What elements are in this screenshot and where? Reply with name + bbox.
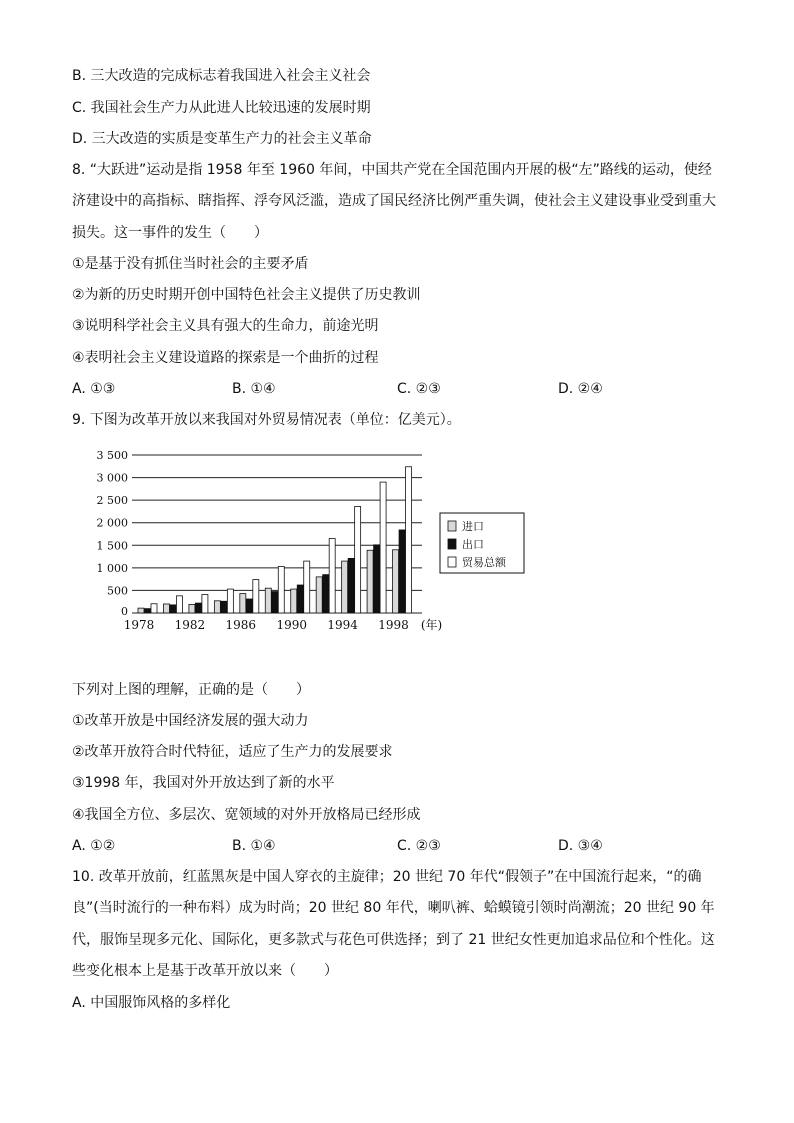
chart-x-axis: [124, 617, 443, 632]
q8-option-c: C. ②③: [397, 381, 441, 397]
bar-1980-出口: [170, 605, 176, 613]
y-tick-label: 0: [121, 605, 128, 618]
bar-1980-贸易总额: [176, 596, 182, 613]
bar-1998-出口: [399, 530, 405, 613]
bar-1982-贸易总额: [202, 594, 208, 613]
bar-1998-进口: [393, 550, 399, 613]
y-tick-label: 1 000: [96, 561, 128, 575]
bar-1994-贸易总额: [355, 506, 361, 613]
chart-bars: [138, 467, 412, 613]
bar-1978-进口: [138, 608, 144, 613]
bar-1978-出口: [145, 609, 151, 613]
q9-option-d: D. ③④: [558, 838, 603, 854]
bar-1980-进口: [163, 604, 169, 613]
y-tick-label: 1 500: [96, 539, 128, 553]
q10-stem-line4: 些变化根本上是基于改革开放以来（ ）: [72, 963, 338, 979]
y-tick-label: 3 500: [96, 449, 128, 462]
chart-legend: [440, 513, 524, 573]
x-tick-label: 1978: [123, 618, 155, 632]
bar-1996-出口: [374, 545, 380, 613]
y-tick-label: 2 000: [96, 516, 128, 530]
q9-option-a: A. ①②: [72, 838, 116, 854]
y-tick-label: 2 500: [96, 494, 128, 508]
q8-stem-line1: 8. “大跃进”运动是指 1958 年至 1960 年间，中国共产党在全国范围内开展的极“左”路线的运动，使经: [72, 162, 712, 178]
legend-swatch-进口: [448, 521, 456, 531]
bar-1990-出口: [297, 585, 303, 613]
bar-1990-贸易总额: [304, 561, 310, 613]
q10-stem-line2: 良”(当时流行的一种布料）成为时尚；20 世纪 80 年代，喇叭裤、蛤蟆镜引领时尚潮流；20 世纪 90 年: [72, 900, 715, 916]
legend-swatch-贸易总额: [448, 557, 456, 567]
q8-stem-line2: 济建设中的高指标、瞎指挥、浮夸风泛滥，造成了国民经济比例严重失调，使社会主义建设事业受到重大: [72, 193, 716, 209]
q9-statement-1: ①改革开放是中国经济发展的强大动力: [72, 713, 309, 729]
q8-option-b: B. ①④: [232, 381, 276, 397]
x-tick-label: 1990: [276, 618, 308, 632]
q8-stem-line3: 损失。这一事件的发生（ ）: [72, 225, 268, 241]
bar-1992-贸易总额: [329, 539, 335, 613]
q10-stem-line3: 代，服饰呈现多元化、国际化，更多款式与花色可供选择；到了 21 世纪女性更加追求品位和个性化。这: [72, 932, 715, 948]
q10-stem-line1: 10. 改革开放前，红蓝黑灰是中国人穿衣的主旋律；20 世纪 70 年代“假领子”在中国流行起来，“的确: [72, 869, 702, 885]
q9-option-c: C. ②③: [397, 838, 441, 854]
prev-option-c: C. 我国社会生产力从此进人比较迅速的发展时期: [72, 100, 371, 116]
q8-statement-1: ①是基于没有抓住当时社会的主要矛盾: [72, 256, 309, 272]
q8-option-d: D. ②④: [558, 381, 603, 397]
bar-1984-贸易总额: [227, 589, 233, 613]
bar-1986-贸易总额: [253, 580, 259, 613]
q8-statement-3: ③说明科学社会主义具有强大的生命力，前途光明: [72, 318, 379, 334]
bar-1998-贸易总额: [406, 467, 412, 613]
bar-1988-贸易总额: [278, 567, 284, 613]
chart-y-axis: [97, 449, 129, 618]
bar-1982-出口: [195, 603, 201, 613]
bar-1978-贸易总额: [151, 604, 157, 613]
q9-option-b: B. ①④: [232, 838, 276, 854]
bar-1986-出口: [246, 599, 252, 613]
bar-1994-进口: [342, 561, 348, 613]
q10-option-a: A. 中国服饰风格的多样化: [72, 995, 231, 1011]
q8-statement-4: ④表明社会主义建设道路的探索是一个曲折的过程: [72, 350, 379, 366]
bar-1992-进口: [316, 577, 322, 613]
legend-label: 贸易总额: [462, 556, 506, 569]
bar-1996-贸易总额: [380, 482, 386, 613]
x-tick-label: 1998: [378, 618, 409, 632]
legend-swatch-出口: [448, 539, 456, 549]
q9-statement-4: ④我国全方位、多层次、宽领域的对外开放格局已经形成: [72, 807, 421, 823]
y-tick-label: 3 000: [96, 471, 128, 485]
bar-1994-出口: [348, 558, 354, 613]
bar-1982-进口: [189, 604, 195, 613]
x-tick-label: 1994: [327, 618, 358, 632]
q9-statement-2: ②改革开放符合时代特征，适应了生产力的发展要求: [72, 744, 393, 760]
legend-label: 进口: [462, 520, 484, 533]
q9-stem: 9. 下图为改革开放以来我国对外贸易情况表（单位：亿美元）。: [72, 412, 461, 428]
bar-1996-进口: [367, 550, 373, 613]
bar-1992-出口: [323, 575, 329, 613]
bar-1986-进口: [240, 594, 246, 613]
x-tick-label: 1986: [225, 618, 257, 632]
x-tick-label: 1982: [174, 618, 206, 632]
x-axis-label: (年): [420, 618, 443, 632]
bar-1988-进口: [265, 588, 271, 613]
q8-option-a: A. ①③: [72, 381, 116, 397]
legend-label: 出口: [462, 538, 484, 551]
bar-1990-进口: [291, 589, 297, 613]
prev-option-d: D. 三大改造的实质是变革生产力的社会主义革命: [72, 131, 372, 147]
q9-prompt: 下列对上图的理解，正确的是（ ）: [72, 682, 310, 698]
prev-option-b: B. 三大改造的完成标志着我国进入社会主义社会: [72, 68, 371, 84]
bar-1984-出口: [221, 601, 227, 613]
trade-bar-chart: [92, 443, 552, 638]
bar-1984-进口: [214, 601, 220, 613]
q8-statement-2: ②为新的历史时期开创中国特色社会主义提供了历史教训: [72, 287, 421, 303]
bar-1988-出口: [272, 592, 278, 613]
q9-statement-3: ③1998 年，我国对外开放达到了新的水平: [72, 775, 335, 791]
y-tick-label: 500: [107, 584, 128, 598]
